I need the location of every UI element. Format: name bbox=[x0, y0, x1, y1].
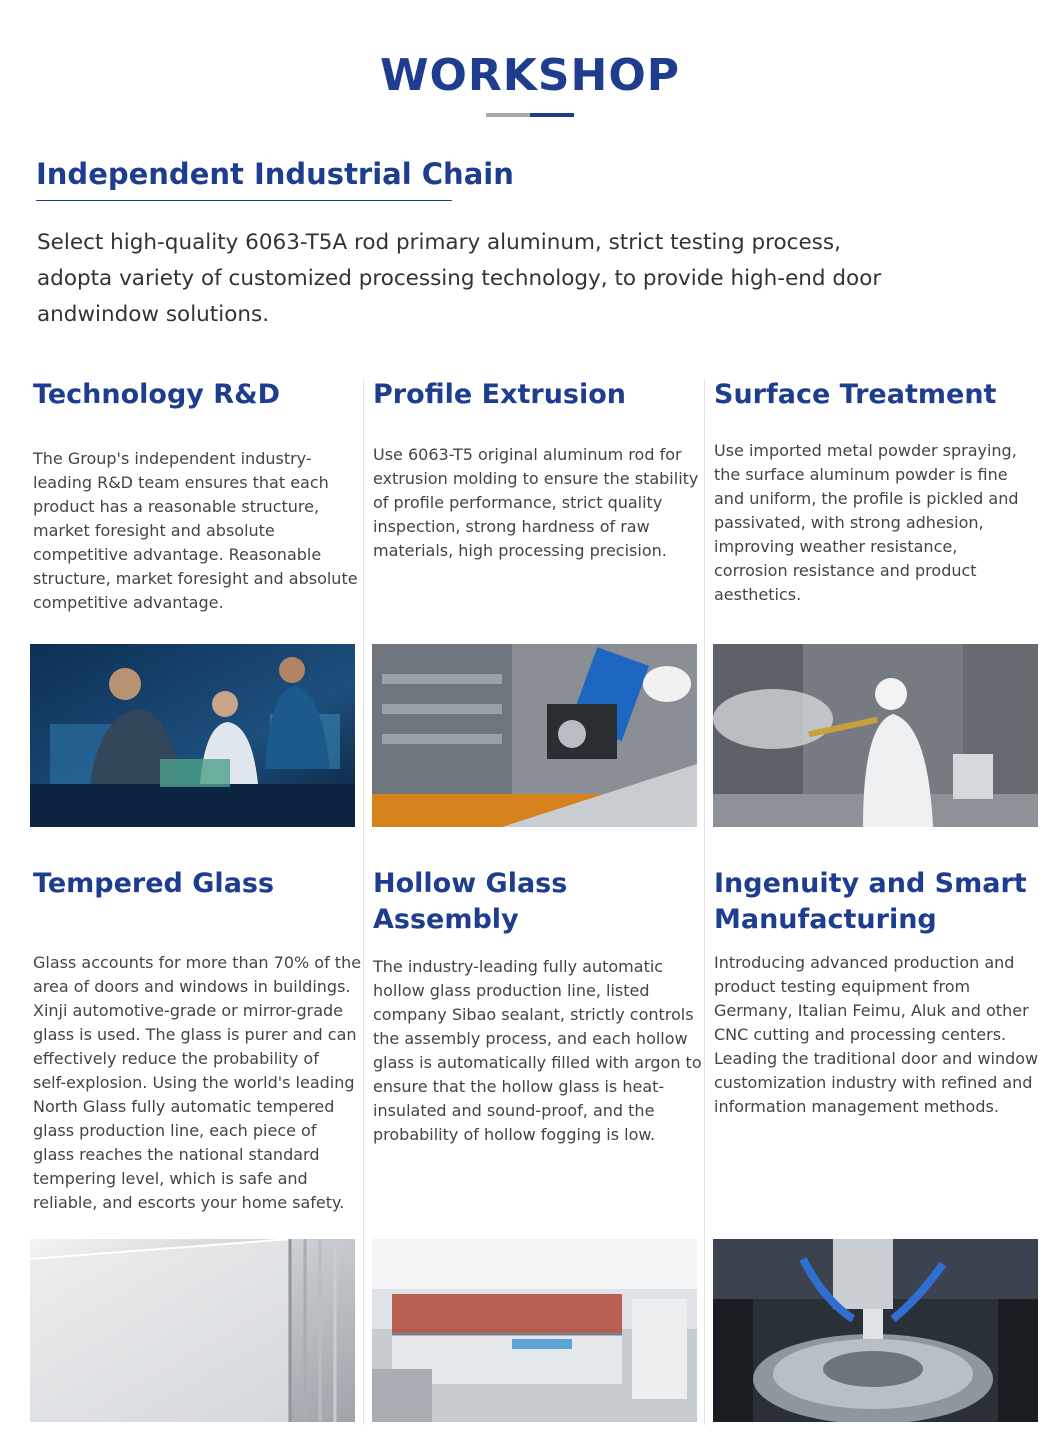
title-underline bbox=[486, 113, 574, 117]
card-title-line: Manufacturing bbox=[714, 904, 937, 935]
card-title bbox=[373, 377, 693, 413]
research-lab-photo bbox=[30, 644, 355, 827]
text-line: area of doors and windows in buildings. bbox=[33, 977, 351, 996]
text-line: probability of hollow fogging is low. bbox=[373, 1125, 656, 1144]
card-description bbox=[33, 447, 363, 615]
card-title bbox=[714, 866, 1034, 938]
text-line: Glass accounts for more than 70% of the bbox=[33, 953, 362, 972]
intro-line: Select high-quality 6063-T5A rod primary aluminum, strict testing process, bbox=[37, 230, 841, 255]
text-line: glass reaches the national standard bbox=[33, 1145, 320, 1164]
card-title-line: Ingenuity and Smart bbox=[714, 868, 1027, 899]
card-title bbox=[714, 377, 1034, 413]
text-line: leading R&D team ensures that each bbox=[33, 473, 329, 492]
card-title-line: Hollow Glass Assembly bbox=[373, 868, 568, 935]
text-line: North Glass fully automatic tempered bbox=[33, 1097, 335, 1116]
glass-production-line-photo bbox=[372, 1239, 697, 1422]
card-title bbox=[33, 866, 353, 902]
text-line: of profile performance, strict quality bbox=[373, 493, 663, 512]
text-line: corrosion resistance and product bbox=[714, 561, 977, 580]
page-title: WORKSHOP bbox=[379, 50, 681, 101]
text-line: improving weather resistance, bbox=[714, 537, 958, 556]
column-separator bbox=[704, 380, 705, 1425]
text-line: insulated and sound-proof, and the bbox=[373, 1101, 655, 1120]
intro-line: andwindow solutions. bbox=[37, 302, 270, 327]
card-title bbox=[33, 377, 353, 413]
text-line: aesthetics. bbox=[714, 585, 802, 604]
text-line: structure, market foresight and absolute bbox=[33, 569, 358, 588]
intro-line: adopta variety of customized processing technology, to provide high-end door bbox=[37, 266, 882, 291]
text-line: competitive advantage. bbox=[33, 593, 224, 612]
text-line: and uniform, the profile is pickled and bbox=[714, 489, 1019, 508]
text-line: reliable, and escorts your home safety. bbox=[33, 1193, 345, 1212]
text-line: glass production line, each piece of bbox=[33, 1121, 317, 1140]
text-line: glass is automatically filled with argon to bbox=[373, 1053, 702, 1072]
text-line: market foresight and absolute bbox=[33, 521, 275, 540]
text-line: materials, high processing precision. bbox=[373, 541, 667, 560]
text-line: Xinji automotive-grade or mirror-grade bbox=[33, 1001, 343, 1020]
text-line: product testing equipment from bbox=[714, 977, 971, 996]
text-line: ensure that the hollow glass is heat- bbox=[373, 1077, 665, 1096]
card-title-line: Technology R&D bbox=[33, 379, 281, 410]
card-title-line: Surface Treatment bbox=[714, 379, 997, 410]
text-line: The industry-leading fully automatic bbox=[373, 957, 664, 976]
chain-heading-rule bbox=[36, 200, 452, 201]
text-line: hollow glass production line, listed bbox=[373, 981, 650, 1000]
text-line: customization industry with refined and bbox=[714, 1073, 1033, 1092]
cnc-machining-photo bbox=[713, 1239, 1038, 1422]
text-line: Introducing advanced production and bbox=[714, 953, 1015, 972]
card-title-line: Tempered Glass bbox=[33, 868, 275, 899]
text-line: Use imported metal powder spraying, bbox=[714, 441, 1017, 460]
text-line: glass is used. The glass is purer and can bbox=[33, 1025, 357, 1044]
card-title bbox=[373, 866, 693, 938]
text-line: CNC cutting and processing centers. bbox=[714, 1025, 1007, 1044]
card-description bbox=[33, 951, 363, 1215]
powder-spraying-photo bbox=[713, 644, 1038, 827]
glass-panes-photo bbox=[30, 1239, 355, 1422]
column-separator bbox=[363, 380, 364, 1425]
text-line: extrusion molding to ensure the stability bbox=[373, 469, 699, 488]
extrusion-machine-photo bbox=[372, 644, 697, 827]
chain-heading: Independent Industrial Chain bbox=[36, 157, 514, 191]
text-line: self-explosion. Using the world's leading bbox=[33, 1073, 355, 1092]
text-line: information management methods. bbox=[714, 1097, 999, 1116]
card-description bbox=[714, 951, 1044, 1119]
text-line: inspection, strong hardness of raw bbox=[373, 517, 650, 536]
text-line: Leading the traditional door and window bbox=[714, 1049, 1039, 1068]
card-description bbox=[714, 439, 1044, 607]
text-line: effectively reduce the probability of bbox=[33, 1049, 319, 1068]
text-line: Use 6063-T5 original aluminum rod for bbox=[373, 445, 682, 464]
text-line: The Group's independent industry- bbox=[33, 449, 312, 468]
text-line: product has a reasonable structure, bbox=[33, 497, 320, 516]
card-description bbox=[373, 443, 703, 563]
text-line: tempering level, which is safe and bbox=[33, 1169, 308, 1188]
chain-intro bbox=[37, 225, 997, 333]
text-line: Germany, Italian Feimu, Aluk and other bbox=[714, 1001, 1029, 1020]
text-line: the surface aluminum powder is fine bbox=[714, 465, 1008, 484]
text-line: passivated, with strong adhesion, bbox=[714, 513, 984, 532]
card-title-line: Profile Extrusion bbox=[373, 379, 627, 410]
underline-gray-segment bbox=[486, 113, 530, 117]
text-line: the assembly process, and each hollow bbox=[373, 1029, 688, 1048]
text-line: company Sibao sealant, strictly controls bbox=[373, 1005, 694, 1024]
text-line: competitive advantage. Reasonable bbox=[33, 545, 322, 564]
card-description bbox=[373, 955, 703, 1147]
underline-blue-segment bbox=[530, 113, 574, 117]
